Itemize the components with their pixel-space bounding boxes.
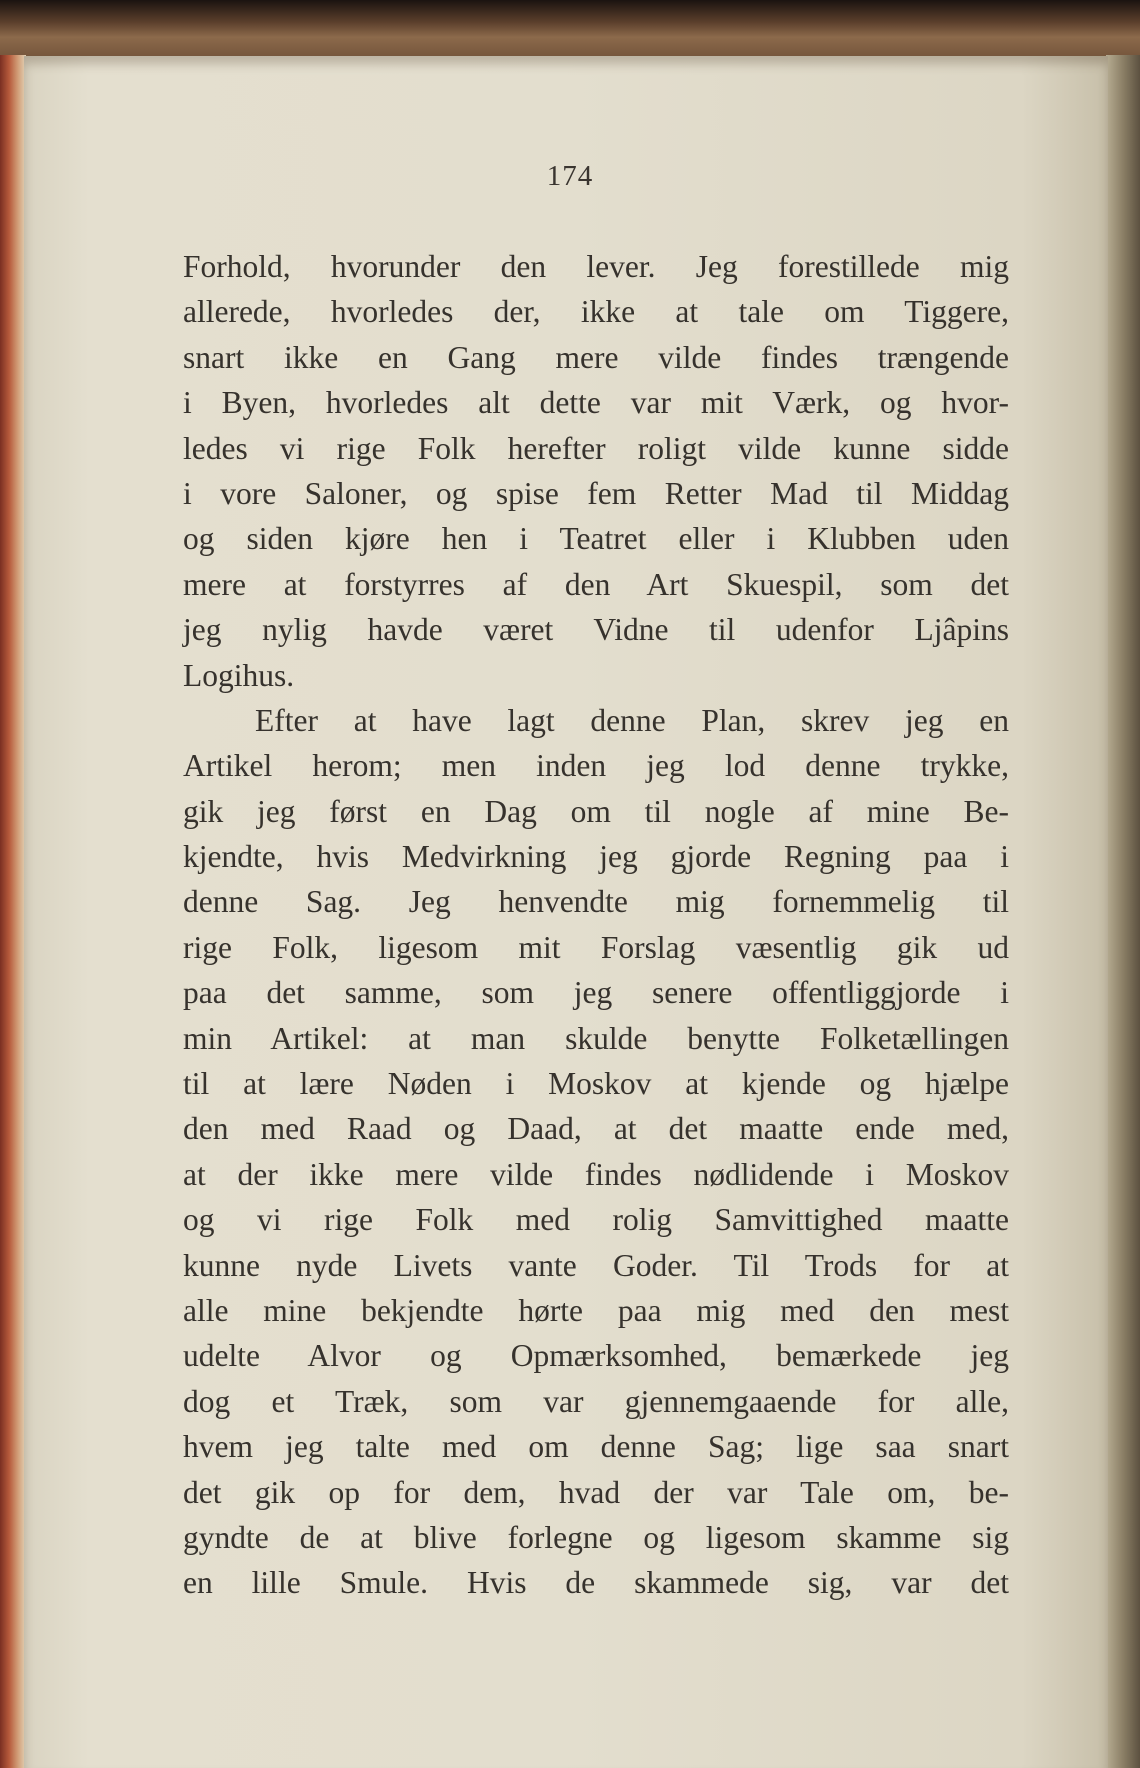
text-line: til at lære Nøden i Moskov at kjende og hjælpe: [183, 1066, 1009, 1102]
text-line: denne Sag. Jeg henvendte mig fornemmelig til: [183, 884, 1009, 920]
text-line: at der ikke mere vilde findes nødlidende i Moskov: [183, 1156, 1009, 1192]
text-line: min Artikel: at man skulde benytte Folketællingen: [183, 1020, 1009, 1056]
text-line-paragraph-end: Logihus.: [183, 657, 295, 693]
text-line: i Byen, hvorledes alt dette var mit Værk, og hvor-: [183, 385, 1009, 421]
text-line: kunne nyde Livets vante Goder. Til Trods for at: [183, 1247, 1009, 1283]
book-top-edge: [0, 0, 1140, 62]
text-line: kjendte, hvis Medvirkning jeg gjorde Regning paa i: [183, 839, 1009, 875]
text-line: gyndte de at blive forlegne og ligesom skamme sig: [183, 1519, 1009, 1555]
text-line: snart ikke en Gang mere vilde findes trængende: [183, 339, 1009, 375]
page-number: 174: [546, 160, 594, 192]
text-line: i vore Saloner, og spise fem Retter Mad til Middag: [183, 475, 1009, 511]
text-line-paragraph-start: Efter at have lagt denne Plan, skrev jeg en: [255, 702, 1009, 738]
text-line: Artikel herom; men inden jeg lod denne trykke,: [183, 748, 1009, 784]
text-line: dog et Træk, som var gjennemgaaende for alle,: [183, 1383, 1009, 1419]
text-line: jeg nylig havde været Vidne til udenfor Ljâpins: [183, 612, 1009, 648]
text-line: det gik op for dem, hvad der var Tale om, be-: [183, 1474, 1009, 1510]
text-line: mere at forstyrres af den Art Skuespil, som det: [183, 566, 1009, 602]
text-line: udelte Alvor og Opmærksomhed, bemærkede jeg: [183, 1338, 1009, 1374]
text-line: Forhold, hvorunder den lever. Jeg forestillede mig: [183, 249, 1009, 284]
page-body-text: [183, 244, 1009, 1606]
text-line: den med Raad og Daad, at det maatte ende med,: [183, 1111, 1009, 1147]
text-line: gik jeg først en Dag om til nogle af mine Be-: [183, 793, 1009, 829]
text-line: og siden kjøre hen i Teatret eller i Klubben uden: [183, 521, 1009, 557]
text-line: allerede, hvorledes der, ikke at tale om Tiggere,: [183, 294, 1009, 330]
book-right-edge: [1106, 55, 1140, 1768]
text-line: og vi rige Folk med rolig Samvittighed maatte: [183, 1202, 1009, 1238]
text-line: en lille Smule. Hvis de skammede sig, var det: [183, 1565, 1009, 1601]
book-left-edge: [0, 55, 26, 1768]
text-line: ledes vi rige Folk herefter roligt vilde kunne sidde: [183, 430, 1009, 466]
text-line: alle mine bekjendte hørte paa mig med den mest: [183, 1292, 1009, 1328]
text-line: paa det samme, som jeg senere offentliggjorde i: [183, 975, 1009, 1011]
text-line: hvem jeg talte med om denne Sag; lige saa snart: [183, 1429, 1009, 1465]
text-line: rige Folk, ligesom mit Forslag væsentlig gik ud: [183, 929, 1009, 965]
